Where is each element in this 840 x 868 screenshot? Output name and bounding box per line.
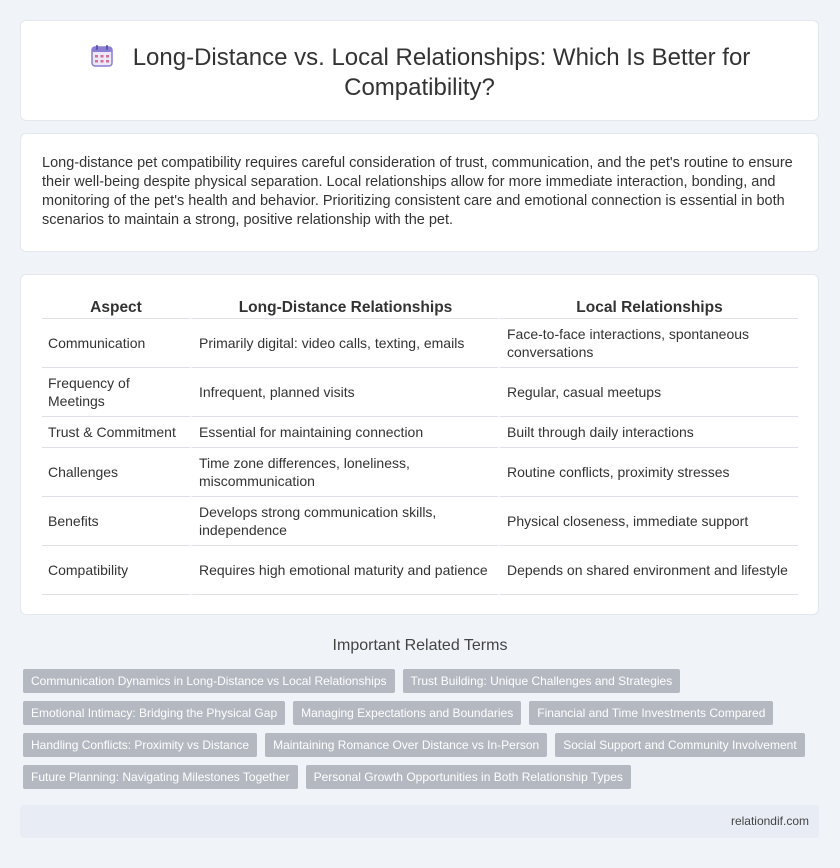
related-term-tag[interactable]: Communication Dynamics in Long-Distance vs Local Relationships: [23, 669, 395, 693]
page-title-wrap: [21, 43, 818, 103]
footer: [20, 805, 819, 838]
long-distance-cell: Time zone differences, loneliness, miscommunication: [190, 448, 498, 497]
long-distance-cell: Essential for maintaining connection: [190, 417, 498, 448]
aspect-cell: Compatibility: [42, 546, 190, 595]
long-distance-cell: Primarily digital: video calls, texting, emails: [190, 319, 498, 368]
table-row: [42, 546, 798, 595]
intro-card: [20, 133, 819, 252]
intro-paragraph: Long-distance pet compatibility requires careful consideration of trust, communication, and the pet's routine to ensure their well-being despite physical separation. Local relationships allow for more immediate interaction, bonding, and monitoring of the pet's health and behavior. Prioritizing consistent care and emotional connection is essential in both scenarios to maintain a strong, positive relationship with the pet.: [42, 155, 793, 228]
local-cell: Regular, casual meetups: [498, 368, 798, 417]
table-row: [42, 417, 798, 448]
header-aspect: Aspect: [42, 295, 190, 319]
local-cell: Face-to-face interactions, spontaneous conversations: [498, 319, 798, 368]
long-distance-cell: Infrequent, planned visits: [190, 368, 498, 417]
long-distance-cell: Requires high emotional maturity and patience: [190, 546, 498, 595]
table-row: [42, 319, 798, 368]
calendar-icon: [89, 43, 115, 69]
footer-site-link[interactable]: relationdif.com: [730, 814, 809, 828]
related-term-tag[interactable]: Social Support and Community Involvement: [555, 733, 804, 757]
header-local: Local Relationships: [498, 295, 798, 319]
related-term-tag[interactable]: Trust Building: Unique Challenges and Strategies: [403, 669, 681, 693]
related-term-tag[interactable]: Personal Growth Opportunities in Both Relationship Types: [306, 765, 631, 789]
related-term-tag[interactable]: Emotional Intimacy: Bridging the Physical Gap: [23, 701, 285, 725]
related-term-tag[interactable]: Future Planning: Navigating Milestones Together: [23, 765, 298, 789]
related-term-tag[interactable]: Managing Expectations and Boundaries: [293, 701, 521, 725]
local-cell: Physical closeness, immediate support: [498, 497, 798, 546]
local-cell: Built through daily interactions: [498, 417, 798, 448]
header-long-distance: Long-Distance Relationships: [190, 295, 498, 319]
aspect-cell: Communication: [42, 319, 190, 368]
comparison-table: [42, 295, 798, 595]
related-terms-list: [23, 669, 813, 797]
related-term-tag[interactable]: Handling Conflicts: Proximity vs Distance: [23, 733, 257, 757]
local-cell: Routine conflicts, proximity stresses: [498, 448, 798, 497]
title-card: [20, 20, 819, 121]
table-row: [42, 497, 798, 546]
aspect-cell: Challenges: [42, 448, 190, 497]
table-row: [42, 368, 798, 417]
aspect-cell: Frequency of Meetings: [42, 368, 190, 417]
page-title: Long-Distance vs. Local Relationships: Which Is Better for Compatibility?: [132, 44, 751, 101]
aspect-cell: Trust & Commitment: [42, 417, 190, 448]
related-term-tag[interactable]: Financial and Time Investments Compared: [529, 701, 773, 725]
aspect-cell: Benefits: [42, 497, 190, 546]
local-cell: Depends on shared environment and lifestyle: [498, 546, 798, 595]
table-header-row: [42, 295, 798, 319]
comparison-card: [20, 274, 819, 615]
table-row: [42, 448, 798, 497]
long-distance-cell: Develops strong communication skills, independence: [190, 497, 498, 546]
related-terms-heading: Important Related Terms: [332, 637, 508, 654]
related-term-tag[interactable]: Maintaining Romance Over Distance vs In-Person: [265, 733, 547, 757]
